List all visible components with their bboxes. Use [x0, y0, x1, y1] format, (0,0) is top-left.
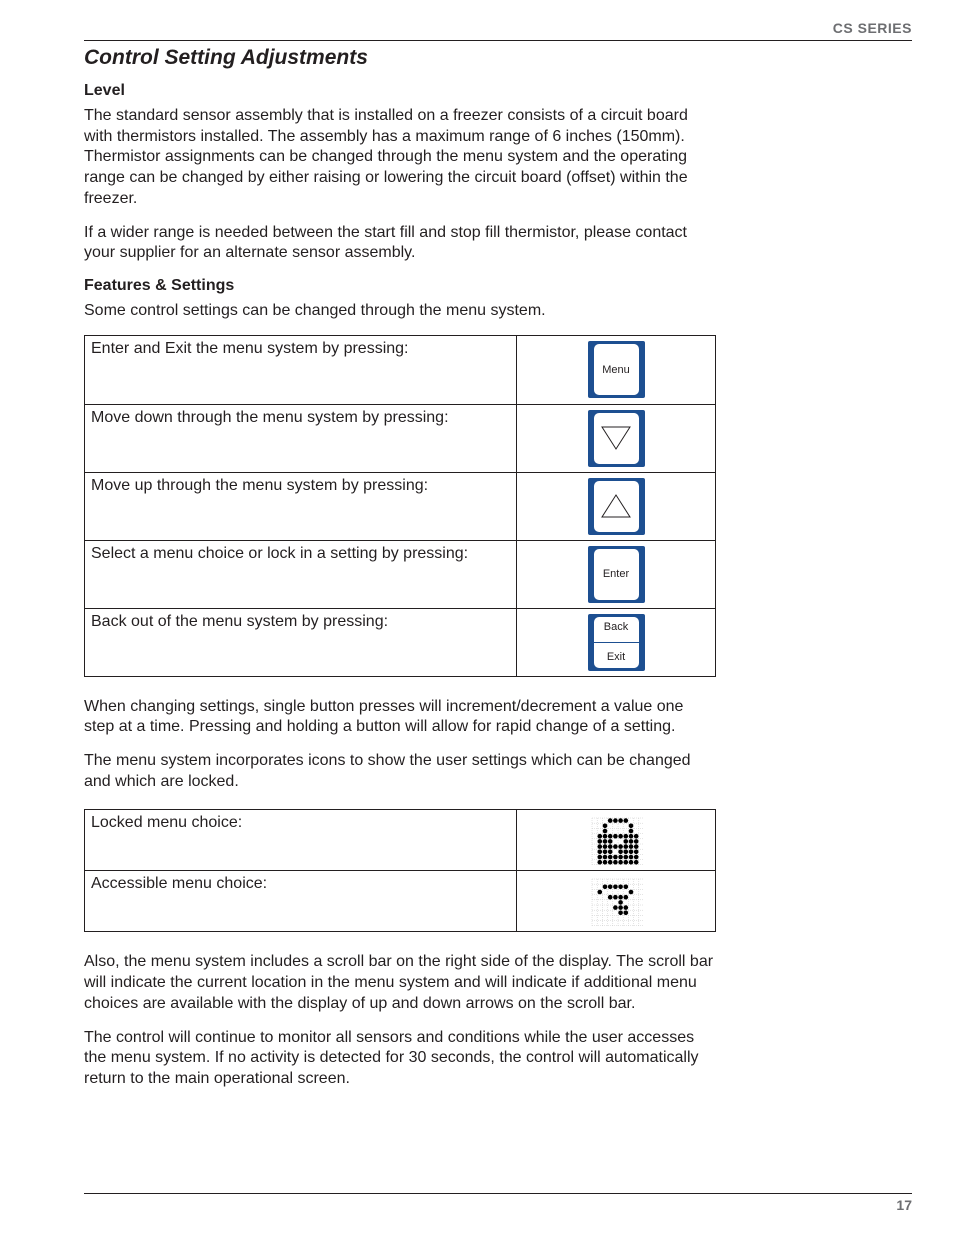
back-exit-button-icon: [588, 614, 645, 671]
table-row: [85, 404, 716, 472]
page-title: Control Setting Adjustments: [84, 46, 368, 69]
table-row: [85, 871, 716, 932]
table-row: [85, 810, 716, 871]
closing-paragraph-2: The control will continue to monitor all sensors and conditions while the user accesses the menu system. If no activity is detected for 30 seconds, the control will automatically return to the main operational screen.: [84, 1028, 699, 1087]
button-row-label: Select a menu choice or lock in a setting by pressing:: [85, 540, 517, 608]
closing-paragraph-1: Also, the menu system includes a scroll bar on the right side of the display. The scroll bar will indicate the current location in the menu system and will indicate if additional menu choices are available with the display of up and down arrows on the scroll bar.: [84, 953, 714, 1012]
button-row-label: Enter and Exit the menu system by pressing:: [85, 335, 517, 404]
level-paragraph-1: The standard sensor assembly that is installed on a freezer consists of a circuit board with thermistors installed. The assembly has a maximum range of 6 inches (150mm). Thermistor assignments can be changed through the menu system and the operating range can be changed by either raising or lowering the circuit board (offset) within the freezer.: [84, 107, 688, 207]
after-buttons-paragraph-1: When changing settings, single button presses will increment/decrement a value one step at a time. Pressing and holding a button will allow for rapid change of a setting.: [84, 697, 684, 736]
button-table: [84, 335, 716, 677]
button-row-label: Move up through the menu system by pressing:: [85, 472, 517, 540]
features-heading: Features & Settings: [84, 276, 235, 294]
icon-row-label: Accessible menu choice:: [85, 871, 517, 932]
features-intro: Some control settings can be changed through the menu system.: [84, 301, 546, 319]
down-arrow-button-icon: [588, 410, 645, 467]
table-row: [85, 335, 716, 404]
enter-button-icon: [588, 546, 645, 603]
level-heading: Level: [84, 82, 125, 99]
button-row-label: Move down through the menu system by pressing:: [85, 404, 517, 472]
table-row: [85, 540, 716, 608]
locked-padlock-icon: [589, 815, 643, 865]
up-arrow-button-icon: [588, 478, 645, 535]
table-row: [85, 608, 716, 676]
after-buttons-paragraph-2: The menu system incorporates icons to show the user settings which can be changed and which are locked.: [84, 752, 691, 790]
page-content: [84, 46, 716, 1103]
accessible-key-icon: [589, 876, 643, 926]
icon-row-label: Locked menu choice:: [85, 810, 517, 871]
table-row: [85, 472, 716, 540]
button-row-label: Back out of the menu system by pressing:: [85, 608, 517, 676]
enter-button-text: Enter: [602, 568, 630, 581]
icon-table: [84, 809, 716, 932]
menu-button-text: Menu: [602, 363, 630, 376]
back-button-text: Back: [603, 620, 629, 633]
up-triangle-icon: [600, 492, 632, 520]
exit-button-text: Exit: [606, 651, 626, 664]
header-rule: [84, 40, 912, 41]
footer-rule: [84, 1193, 912, 1194]
level-paragraph-2: If a wider range is needed between the start fill and stop fill thermistor, please contact your supplier for an alternate sensor assembly.: [84, 223, 687, 262]
menu-button-icon: [588, 341, 645, 398]
down-triangle-icon: [600, 424, 632, 452]
header-series-label: CS SERIES: [832, 20, 912, 36]
page-number: 17: [896, 1197, 912, 1213]
